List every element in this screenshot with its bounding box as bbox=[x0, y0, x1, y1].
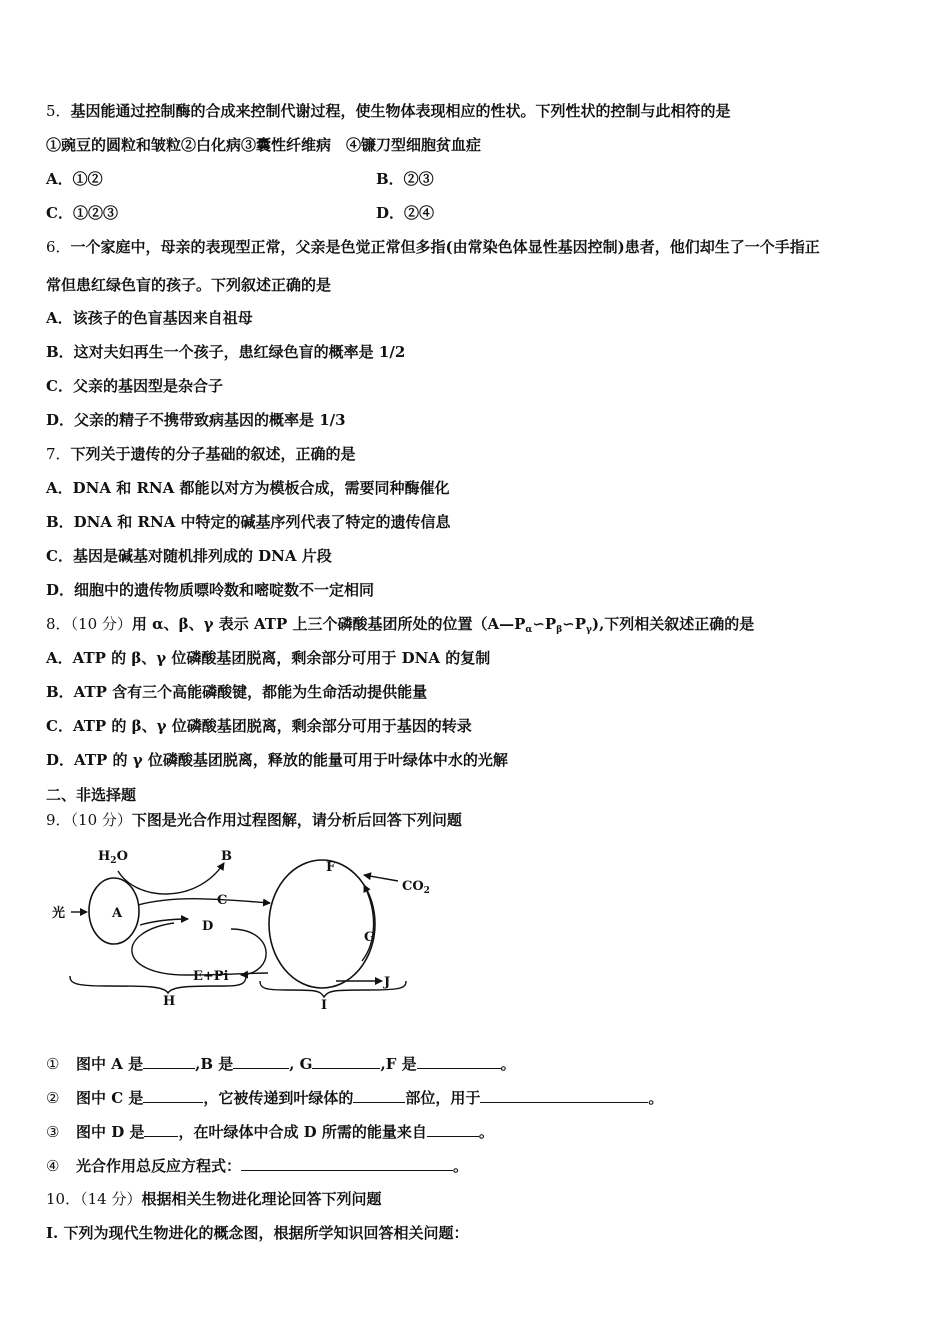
label-c: C bbox=[217, 893, 228, 908]
q5-stem bbox=[46, 101, 731, 121]
q9-sub-1-text-5: 。 bbox=[500, 1055, 516, 1073]
q7-option-d[interactable]: D．细胞中的遗传物质嘌呤数和嘧啶数不一定相同 bbox=[46, 581, 375, 599]
q9-stem-text: 下图是光合作用过程图解，请分析后回答下列问题 bbox=[131, 811, 462, 829]
label-a: A bbox=[112, 906, 123, 921]
q9-sub-2-number: ② bbox=[46, 1089, 60, 1107]
q6-option-b[interactable]: B．这对夫妇再生一个孩子，患红绿色盲的概率是 1/2 bbox=[46, 343, 406, 361]
to-d-arrow bbox=[140, 919, 188, 925]
q9-sub-1-number: ① bbox=[46, 1055, 60, 1073]
calvin-cycle-circle bbox=[269, 860, 375, 988]
q9-stem bbox=[46, 810, 462, 830]
q5-option-c[interactable]: C．①②③ bbox=[46, 204, 118, 222]
q8-stem-text-b: ),下列相关叙述正确的是 bbox=[591, 615, 755, 633]
q8-option-a[interactable]: A．ATP 的 β、γ 位磷酸基团脱离，剩余部分可用于 DNA 的复制 bbox=[46, 649, 491, 667]
q9-sub-2-text-4: 。 bbox=[648, 1089, 664, 1107]
q9-sub-1-text-3: , G bbox=[289, 1055, 313, 1073]
label-h: H bbox=[163, 994, 176, 1009]
q9-sub-4-text-2: 。 bbox=[453, 1157, 469, 1175]
q10-stem bbox=[46, 1189, 381, 1209]
section-heading: 二、非选择题 bbox=[46, 786, 137, 804]
q7-stem-text: 下列关于遗传的分子基础的叙述，正确的是 bbox=[70, 445, 356, 463]
q5-number: 5． bbox=[46, 102, 71, 120]
label-f: F bbox=[326, 860, 336, 875]
q8-sub-alpha: α bbox=[525, 625, 533, 635]
label-light: 光 bbox=[52, 906, 66, 921]
q8-stem bbox=[46, 614, 754, 640]
q9-sub-3-text-1: 图中 D 是 bbox=[76, 1123, 145, 1141]
answer-blank[interactable] bbox=[480, 1087, 648, 1103]
q7-option-b[interactable]: B．DNA 和 RNA 中特定的碱基序列代表了特定的遗传信息 bbox=[46, 513, 451, 531]
q8-stem-text-a: 用 α、β、γ 表示 ATP 上三个磷酸基团所处的位置（A—P bbox=[131, 615, 526, 633]
q9-sub-1-text-1: 图中 A 是 bbox=[76, 1055, 144, 1073]
label-b: B bbox=[221, 849, 232, 864]
q9-sub-2-text-2: ，它被传递到叶绿体的 bbox=[203, 1089, 354, 1107]
q8-option-c[interactable]: C．ATP 的 β、γ 位磷酸基团脱离，剩余部分可用于基因的转录 bbox=[46, 717, 472, 735]
q7-option-a[interactable]: A．DNA 和 RNA 都能以对方为模板合成，需要同种酶催化 bbox=[46, 479, 450, 497]
q5-option-row-2 bbox=[46, 203, 435, 223]
answer-blank[interactable] bbox=[233, 1053, 289, 1069]
q8-option-b[interactable]: B．ATP 含有三个高能磷酸键，都能为生命活动提供能量 bbox=[46, 683, 428, 701]
q6-stem-text-1: 一个家庭中，母亲的表现型正常，父亲是色觉正常但多指(由常染色体显性基因控制)患者，他们却生了一个手指正 bbox=[70, 238, 820, 256]
answer-blank[interactable] bbox=[143, 1087, 203, 1103]
q9-sub-1 bbox=[46, 1053, 516, 1074]
q5-option-row-1 bbox=[46, 169, 434, 189]
photosynthesis-diagram bbox=[46, 843, 446, 1023]
label-g: G bbox=[364, 930, 376, 945]
q5-stem-text: 基因能通过控制酶的合成来控制代谢过程，使生物体表现相应的性状。下列性状的控制与此相符的是 bbox=[70, 102, 731, 120]
h2o-to-b-arrow bbox=[118, 863, 224, 894]
q6-option-d[interactable]: D．父亲的精子不携带致病基因的概率是 1/3 bbox=[46, 411, 346, 429]
label-i: I bbox=[321, 998, 328, 1013]
q5-option-a[interactable]: A．①② bbox=[46, 170, 103, 188]
a-to-c-arrow bbox=[138, 899, 270, 905]
q9-sub-2-text-1: 图中 C 是 bbox=[76, 1089, 144, 1107]
label-j: J bbox=[384, 975, 391, 990]
q5-items: ①豌豆的圆粒和皱粒②白化病③囊性纤维病 ④镰刀型细胞贫血症 bbox=[46, 136, 482, 154]
q5-option-b[interactable]: B．②③ bbox=[376, 170, 434, 188]
q8-number: 8． bbox=[46, 615, 71, 633]
q8-option-d[interactable]: D．ATP 的 γ 位磷酸基团脱离，释放的能量可用于叶绿体中水的光解 bbox=[46, 751, 508, 769]
q6-number: 6． bbox=[46, 238, 71, 256]
d-to-ep-arrow bbox=[231, 929, 266, 975]
q9-sub-3-text-2: ，在叶绿体中合成 D 所需的能量来自 bbox=[178, 1123, 427, 1141]
q5-option-d[interactable]: D．②④ bbox=[376, 204, 435, 222]
q9-sub-2-text-3: 部位，用于 bbox=[405, 1089, 481, 1107]
label-ep: E+Pi bbox=[193, 969, 229, 984]
q10-part-1: I. 下列为现代生物进化的概念图，根据所学知识回答相关问题： bbox=[46, 1224, 469, 1242]
q7-option-c[interactable]: C．基因是碱基对随机排列成的 DNA 片段 bbox=[46, 547, 332, 565]
q7-number: 7． bbox=[46, 445, 71, 463]
q8-score: （10 分） bbox=[70, 615, 132, 633]
q9-sub-4-number: ④ bbox=[46, 1157, 60, 1175]
answer-blank[interactable] bbox=[417, 1053, 501, 1069]
q9-sub-2 bbox=[46, 1087, 663, 1108]
q9-sub-4 bbox=[46, 1155, 468, 1176]
label-d: D bbox=[202, 919, 214, 934]
q9-number: 9． bbox=[46, 811, 71, 829]
q7-stem bbox=[46, 444, 356, 464]
answer-blank[interactable] bbox=[241, 1155, 453, 1171]
q6-option-c[interactable]: C．父亲的基因型是杂合子 bbox=[46, 377, 223, 395]
q9-sub-3-text-3: 。 bbox=[478, 1123, 494, 1141]
q9-sub-1-text-2: ,B 是 bbox=[195, 1055, 234, 1073]
q8-bond-2: ∽P bbox=[562, 615, 587, 633]
q9-sub-4-text-1: 光合作用总反应方程式： bbox=[76, 1157, 242, 1175]
g-to-f-arrow bbox=[362, 885, 374, 961]
answer-blank[interactable] bbox=[312, 1053, 380, 1069]
label-co2: $CO_2$ bbox=[402, 879, 430, 896]
q6-stem-line-1 bbox=[46, 237, 820, 257]
co2-arrow bbox=[364, 875, 398, 881]
q10-score: （14 分） bbox=[80, 1190, 142, 1208]
q6-stem-line-2: 常但患红绿色盲的孩子。下列叙述正确的是 bbox=[46, 276, 332, 294]
answer-blank[interactable] bbox=[427, 1121, 479, 1137]
q9-sub-3-number: ③ bbox=[46, 1123, 60, 1141]
answer-blank[interactable] bbox=[144, 1121, 178, 1137]
q10-stem-text: 根据相关生物进化理论回答下列问题 bbox=[141, 1190, 382, 1208]
label-h2o: $H_2O$ bbox=[98, 849, 128, 866]
q9-score: （10 分） bbox=[70, 811, 132, 829]
q8-sub-gamma: γ bbox=[586, 625, 592, 635]
q8-sub-beta: β bbox=[556, 625, 563, 635]
q8-bond-1: ∽P bbox=[532, 615, 557, 633]
q9-sub-3 bbox=[46, 1121, 494, 1142]
answer-blank[interactable] bbox=[143, 1053, 195, 1069]
q6-option-a[interactable]: A．该孩子的色盲基因来自祖母 bbox=[46, 309, 253, 327]
q10-number: 10． bbox=[46, 1190, 81, 1208]
q9-sub-1-text-4: ,F 是 bbox=[380, 1055, 417, 1073]
answer-blank[interactable] bbox=[353, 1087, 405, 1103]
